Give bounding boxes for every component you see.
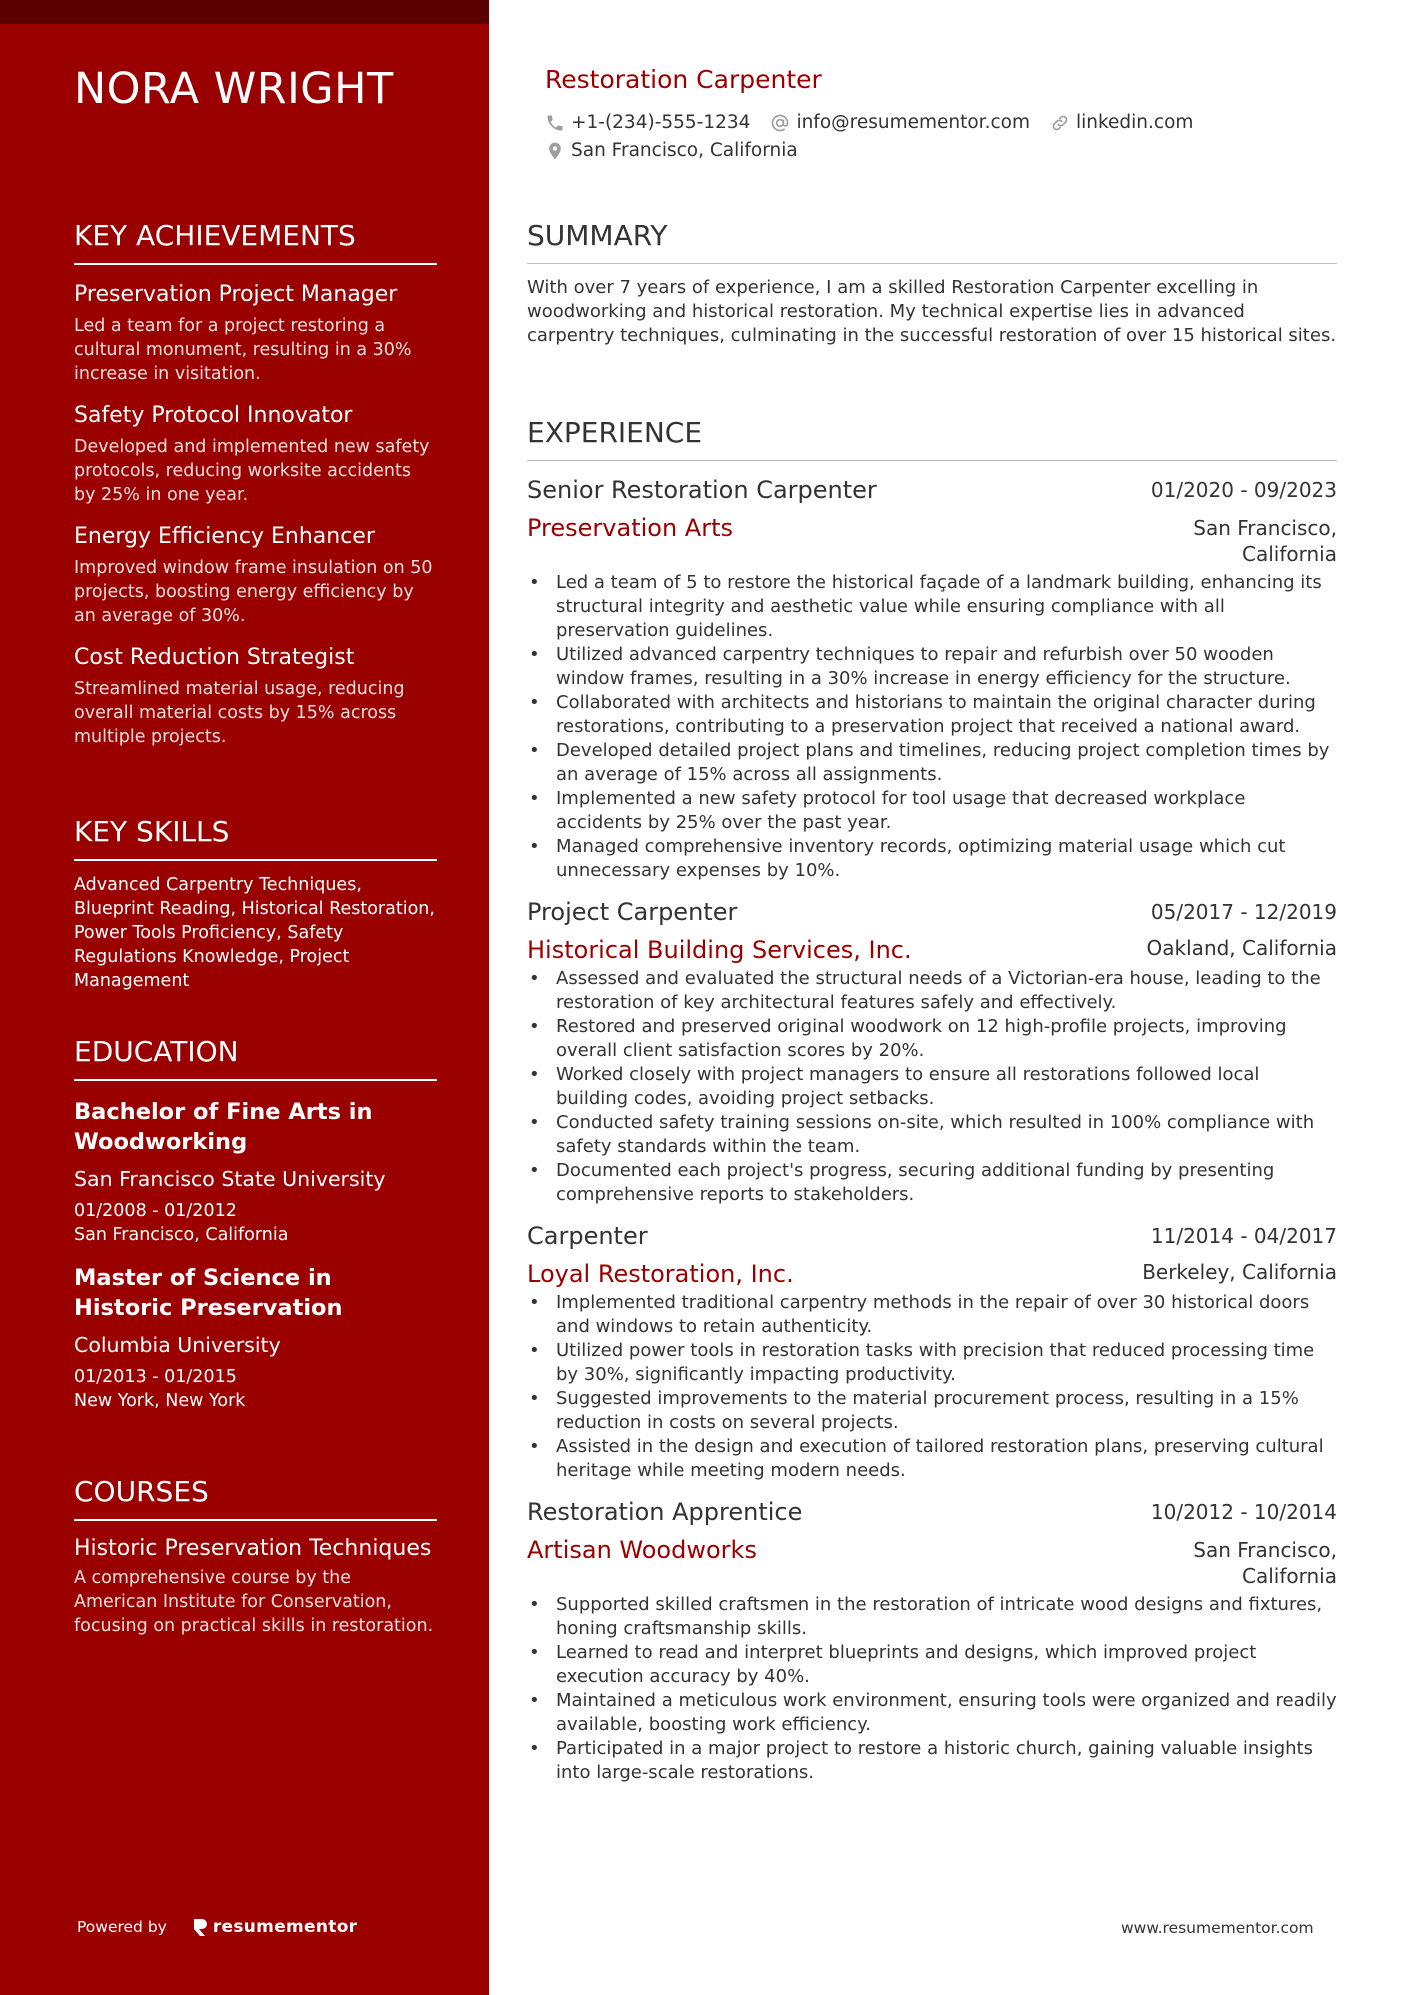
company-name: Artisan Woodworks (527, 1536, 757, 1564)
job-bullet: • Conducted safety training sessions on-site, which resulted in 100% compliance with safety standards within the team. (527, 1111, 1337, 1159)
email-text: info@resumementor.com (796, 112, 1030, 133)
education-heading: EDUCATION (74, 1035, 437, 1081)
course-title: Historic Preservation Techniques (74, 1536, 432, 1561)
job-bullet: • Developed detailed project plans and timelines, reducing project completion times by an average of 15% across all assignments. (527, 739, 1337, 787)
footer-url[interactable]: www.resumementor.com (1121, 1919, 1314, 1937)
powered-by-label: Powered by (77, 1918, 167, 1936)
achievements-section (74, 219, 437, 749)
courses-heading: COURSES (74, 1475, 437, 1521)
achievement-title: Energy Efficiency Enhancer (74, 524, 375, 549)
job-bullet: • Documented each project's progress, securing additional funding by presenting comprehensive reports to stakeholders. (527, 1159, 1337, 1207)
job-bullet: • Learned to read and interpret blueprints and designs, which improved project execution accuracy by 40%. (527, 1641, 1337, 1689)
skills-heading: KEY SKILLS (74, 815, 437, 861)
job-title: Senior Restoration Carpenter (527, 476, 877, 504)
company-name: Historical Building Services, Inc. (527, 936, 912, 964)
contact-linkedin[interactable] (1050, 112, 1193, 133)
achievement-desc: Improved window frame insulation on 50 projects, boosting energy efficiency by an average of 30%. (74, 558, 433, 626)
achievement-title: Safety Protocol Innovator (74, 403, 353, 428)
job-dates: 01/2020 - 09/2023 (1150, 478, 1337, 502)
contact-location (545, 140, 798, 161)
contact-email[interactable] (770, 112, 1030, 133)
phone-icon (545, 113, 565, 133)
contact-phone[interactable] (545, 112, 750, 133)
job-title: Restoration Apprentice (527, 1498, 803, 1526)
achievement-desc: Developed and implemented new safety protocols, reducing worksite accidents by 25% in one year. (74, 437, 430, 505)
role-title: Restoration Carpenter (545, 65, 822, 94)
powered-by (77, 1917, 357, 1937)
job-bullets (527, 1291, 1337, 1483)
experience-heading: EXPERIENCE (527, 416, 1337, 461)
job-bullet: • Utilized advanced carpentry techniques to repair and refurbish over 50 wooden window frames, resulting in a 30% increase in energy efficiency for the structure. (527, 643, 1337, 691)
education-degree: Bachelor of Fine Arts in Woodworking (74, 1099, 373, 1155)
achievements-heading: KEY ACHIEVEMENTS (74, 219, 437, 265)
sidebar-top-bar (0, 0, 489, 24)
job-bullet: • Led a team of 5 to restore the historical façade of a landmark building, enhancing its structural integrity and aesthetic value while ensuring compliance with all preservation guidelines. (527, 571, 1337, 643)
job-bullet: • Assisted in the design and execution of tailored restoration plans, preserving cultural heritage while meeting modern needs. (527, 1435, 1337, 1483)
job-entry (527, 897, 1337, 1207)
job-bullet: • Supported skilled craftsmen in the restoration of intricate wood designs and fixtures, honing craftsmanship skills. (527, 1593, 1337, 1641)
brand-logo[interactable] (193, 1917, 358, 1937)
job-entry (527, 1221, 1337, 1483)
courses-section (74, 1475, 437, 1638)
experience-section (527, 416, 1337, 1785)
job-bullet: • Maintained a meticulous work environment, ensuring tools were organized and readily available, boosting work efficiency. (527, 1689, 1337, 1737)
summary-heading: SUMMARY (527, 219, 1337, 264)
resumementor-logo-icon (193, 1918, 208, 1937)
job-bullet: • Implemented traditional carpentry methods in the repair of over 30 historical doors and windows to retain authenticity. (527, 1291, 1337, 1339)
education-school: San Francisco State University (74, 1167, 386, 1191)
job-bullet: • Assessed and evaluated the structural needs of a Victorian-era house, leading to the restoration of key architectural features safely and effectively. (527, 967, 1337, 1015)
location-pin-icon (545, 141, 565, 161)
job-location: Oakland, California (1146, 936, 1337, 960)
job-dates: 11/2014 - 04/2017 (1150, 1224, 1337, 1248)
candidate-name: NORA WRIGHT (74, 64, 394, 114)
job-bullet: • Managed comprehensive inventory records, optimizing material usage which cut unnecessary expenses by 10%. (527, 835, 1337, 883)
course-desc: A comprehensive course by the American Institute for Conservation, focusing on practical skills in restoration. (74, 1568, 434, 1636)
achievement-title: Cost Reduction Strategist (74, 645, 355, 670)
achievement-desc: Streamlined material usage, reducing overall material costs by 15% across multiple projects. (74, 679, 405, 747)
achievement-desc: Led a team for a project restoring a cultural monument, resulting in a 30% increase in visitation. (74, 316, 412, 384)
at-icon (770, 113, 790, 133)
company-name: Preservation Arts (527, 514, 734, 542)
education-location: New York, New York (74, 1391, 246, 1411)
sidebar (0, 0, 489, 1995)
company-name: Loyal Restoration, Inc. (527, 1260, 794, 1288)
brand-name: resumementor (212, 1917, 358, 1937)
job-bullet: • Worked closely with project managers to ensure all restorations followed local building codes, avoiding project setbacks. (527, 1063, 1337, 1111)
contact-row-2 (545, 140, 818, 161)
job-bullet: • Utilized power tools in restoration tasks with precision that reduced processing time by 30%, significantly impacting productivity. (527, 1339, 1337, 1387)
education-dates: 01/2013 - 01/2015 (74, 1367, 237, 1387)
job-bullets (527, 967, 1337, 1207)
job-dates: 05/2017 - 12/2019 (1150, 900, 1337, 924)
job-bullet: • Participated in a major project to restore a historic church, gaining valuable insights into large-scale restorations. (527, 1737, 1337, 1785)
job-location: San Francisco, California (1193, 1538, 1337, 1588)
job-entry (527, 475, 1337, 883)
job-title: Project Carpenter (527, 898, 738, 926)
education-location: San Francisco, California (74, 1225, 289, 1245)
job-bullet: • Implemented a new safety protocol for tool usage that decreased workplace accidents by 25% over the past year. (527, 787, 1337, 835)
job-bullet: • Restored and preserved original woodwork on 12 high-profile projects, improving overall client satisfaction scores by 20%. (527, 1015, 1337, 1063)
linkedin-text: linkedin.com (1075, 112, 1194, 133)
job-title: Carpenter (527, 1222, 648, 1250)
job-entry (527, 1497, 1337, 1785)
job-bullet: • Collaborated with architects and historians to maintain the original character during restorations, contributing to a preservation project that received a national award. (527, 691, 1337, 739)
job-bullets (527, 571, 1337, 883)
skills-section (74, 815, 437, 993)
phone-text: +1-(234)-555-1234 (571, 112, 751, 133)
job-dates: 10/2012 - 10/2014 (1150, 1500, 1337, 1524)
education-degree: Master of Science in Historic Preservation (74, 1265, 343, 1321)
link-icon (1050, 113, 1070, 133)
education-dates: 01/2008 - 01/2012 (74, 1201, 237, 1221)
skills-list: Advanced Carpentry Techniques, Blueprint Reading, Historical Restoration, Power Tools Proficiency, Safety Regulations Knowledge, Project Management (74, 875, 435, 991)
summary-text: With over 7 years of experience, I am a skilled Restoration Carpenter excelling in woodworking and historical restoration. My technical expertise lies in advanced carpentry techniques, culminating in the successful restoration of over 15 historical sites. (527, 277, 1337, 346)
job-location: Berkeley, California (1142, 1260, 1337, 1284)
job-location: San Francisco, California (1193, 516, 1337, 566)
summary-section (527, 219, 1337, 348)
job-bullets (527, 1593, 1337, 1785)
education-section (74, 1035, 437, 1413)
achievement-title: Preservation Project Manager (74, 282, 398, 307)
job-bullet: • Suggested improvements to the material procurement process, resulting in a 15% reduction in costs on several projects. (527, 1387, 1337, 1435)
location-text: San Francisco, California (571, 140, 798, 161)
contact-row (545, 112, 1213, 133)
education-school: Columbia University (74, 1333, 281, 1357)
